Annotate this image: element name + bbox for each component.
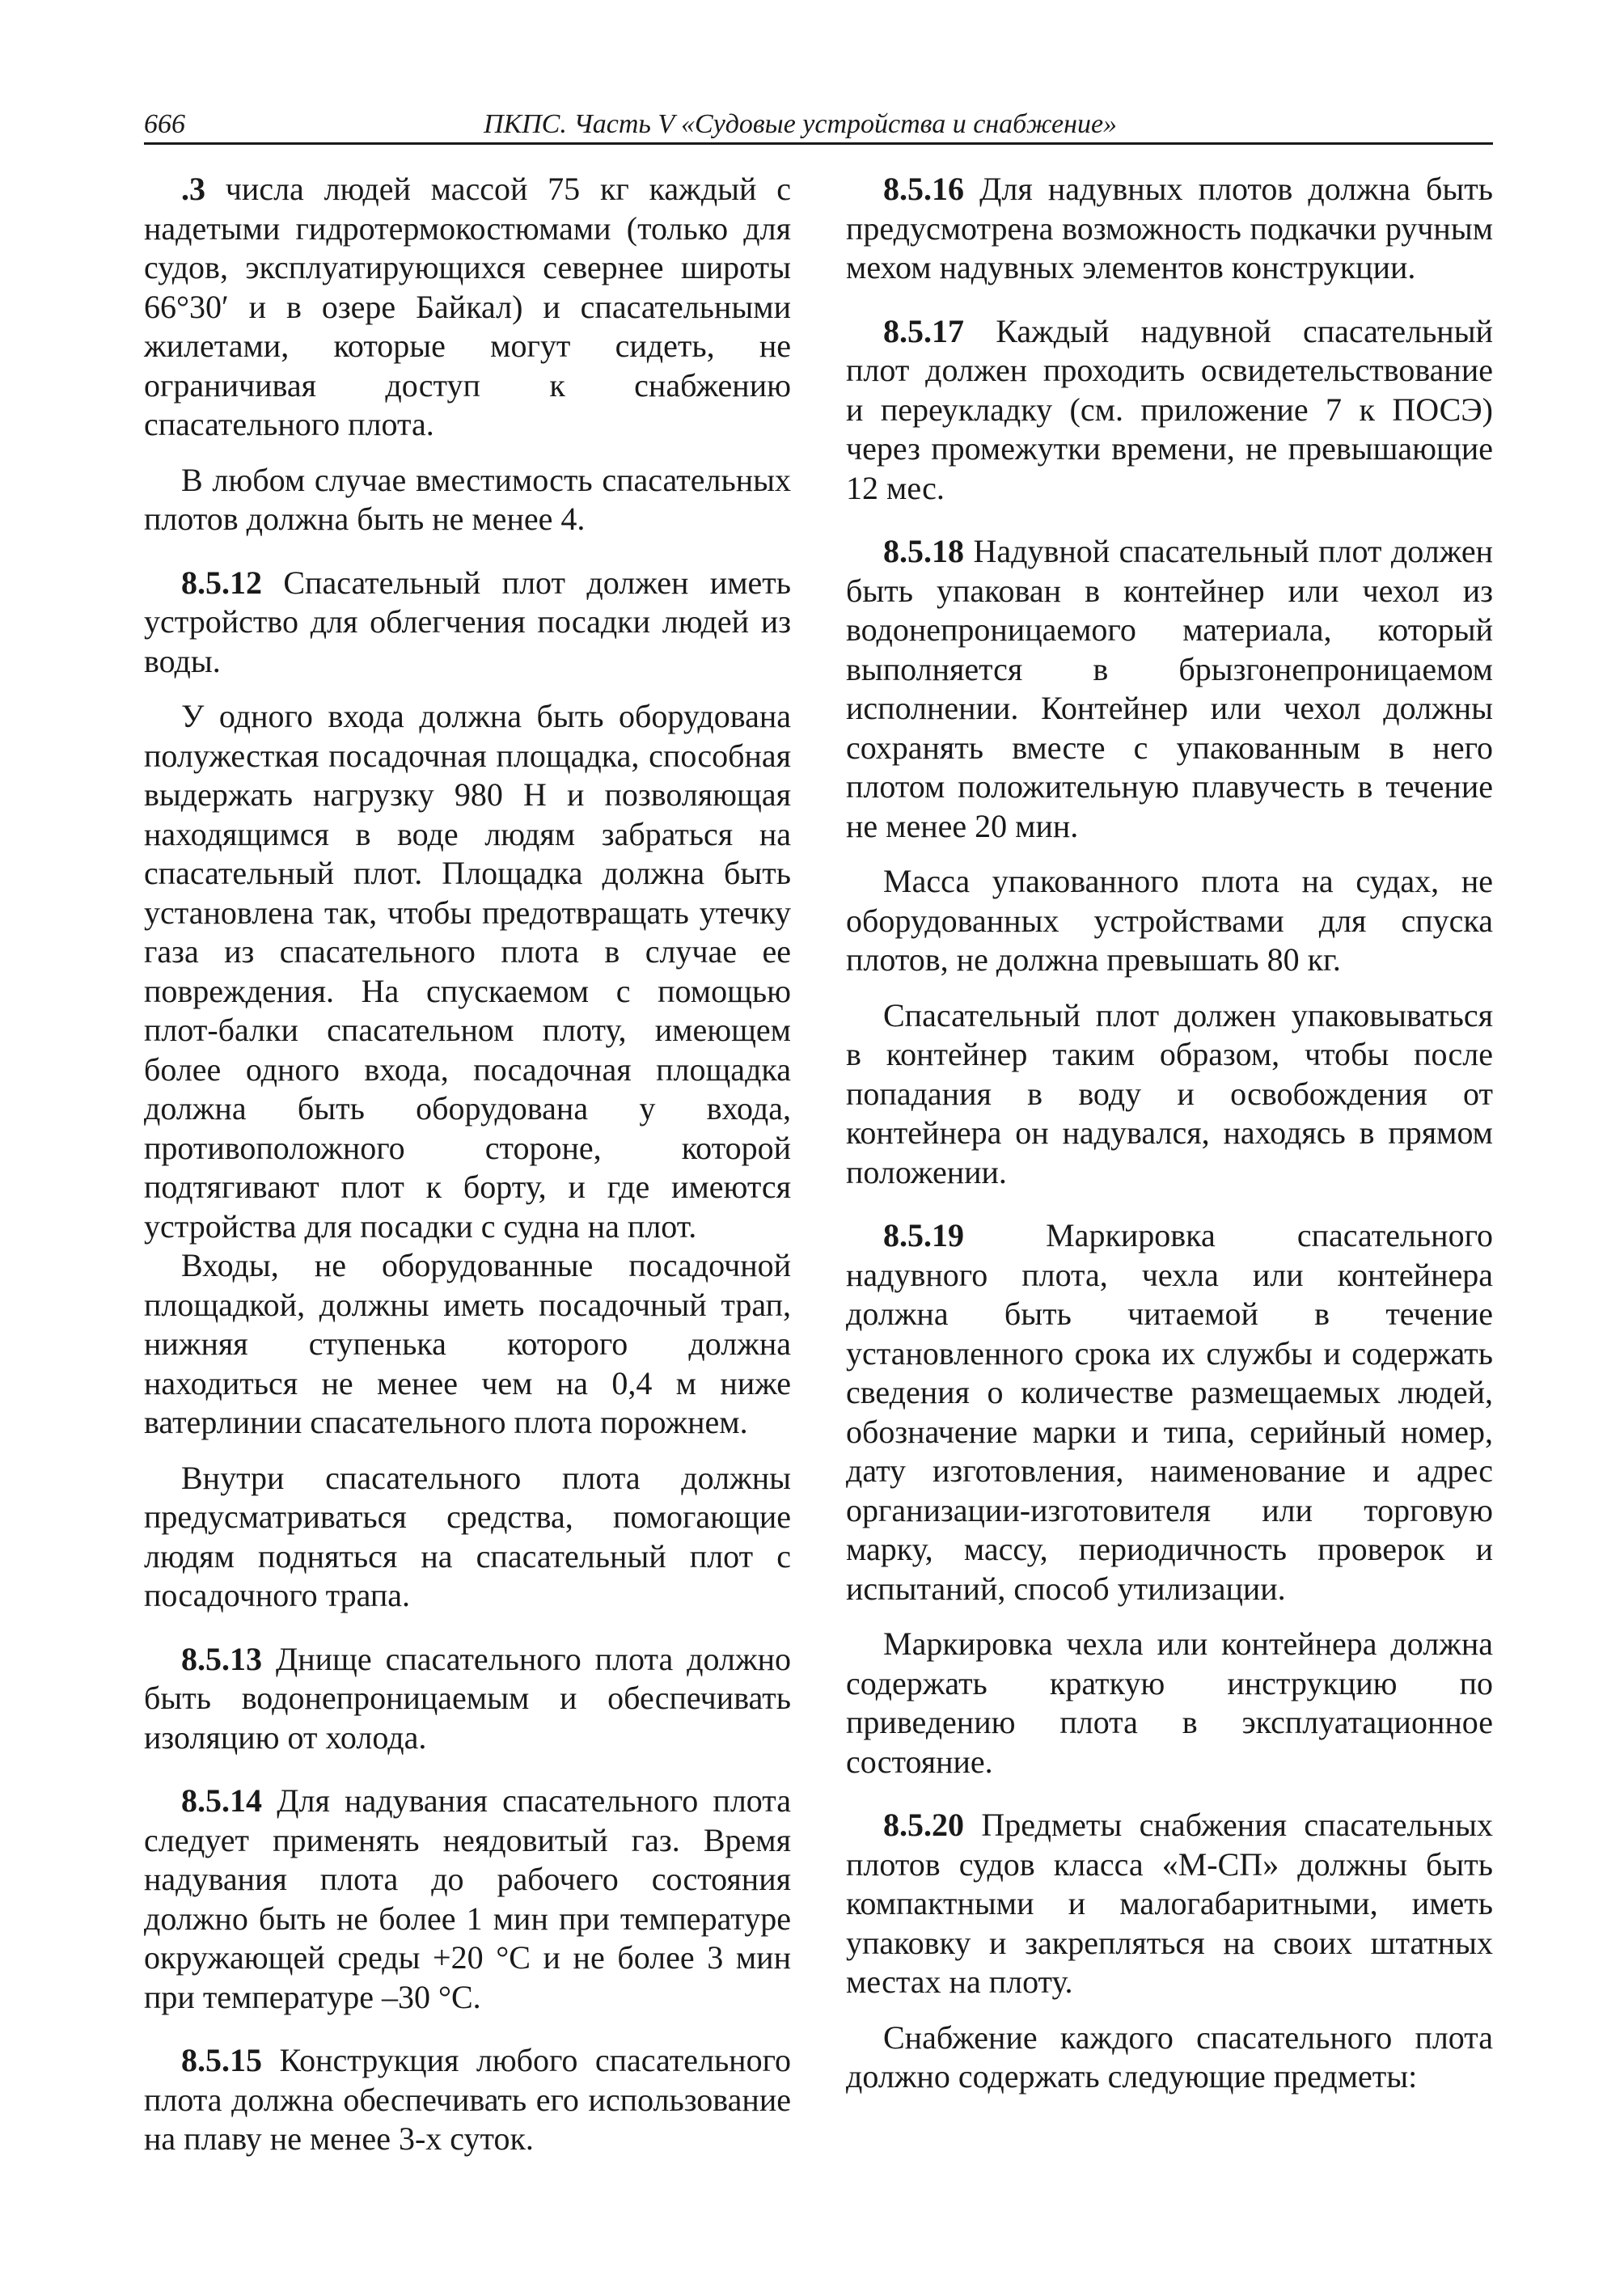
page-header — [144, 104, 1495, 146]
paragraph-inside-means: Внутри спасательного плота должны предусматриваться средства, помогающие людям подняться на спасательный плот с посадочного трапа. — [144, 1459, 791, 1613]
section-8-5-12 — [144, 564, 791, 682]
section-text: Для надувания спасательного плота следует применять неядовитый газ. Время надувания плота до рабочего состояния должно быть не более 1 мин при температуре окружающей среды +20 °С и не более 3 мин при температуре –30 °С. — [144, 1782, 791, 2015]
section-number: 8.5.17 — [883, 312, 964, 349]
paragraph-equipment-list-intro: Снабжение каждого спасательного плота должно содержать следующие предметы: — [846, 2018, 1493, 2094]
section-8-5-14 — [144, 1782, 791, 2017]
paragraph-capacity: В любом случае вместимость спасательных плотов должна быть не менее 4. — [144, 461, 791, 537]
page-number: 666 — [144, 109, 185, 139]
section-text: Маркировка спасательного надувного плота, чехла или контейнера должна быть читаемой в течение установленного срока их службы и содержать сведения о количестве размещаемых людей, обозначение марки и типа, серийный номер, дату изготовления, наименование и адрес организации-изготовителя или торговую марку, массу, периодичность проверок и испытаний, способ утилизации. — [846, 1217, 1493, 1607]
item-number: .3 — [181, 171, 205, 207]
paragraph-marking-instruction: Маркировка чехла или контейнера должна содержать краткую инструкцию по приведению плота в эксплуатационное состояние. — [846, 1625, 1493, 1780]
section-8-5-16 — [846, 170, 1493, 288]
section-number: 8.5.18 — [883, 533, 964, 569]
section-8-5-15 — [144, 2041, 791, 2159]
paragraph-boarding-platform: У одного входа должна быть оборудована полужесткая посадочная площадка, способная выдержать нагрузку 980 Н и позволяющая находящимся в воде людям забраться на спасательный плот. Площадка должна быть установлена так, чтобы предотвращать утечку газа из спасательного плота в случае ее повреждения. На спускаемом с помощью плот-балки спасательном плоту, имеющем более одного входа, посадочная площадка должна быть оборудована у входа, противоположного стороне, которой подтягивают плот к борту, и где имеются устройства для посадки с судна на плот. — [144, 698, 791, 1245]
section-text: Для надувных плотов должна быть предусмотрена возможность подкачки ручным мехом надувных элементов конструкции. — [846, 171, 1493, 285]
section-number: 8.5.12 — [181, 564, 262, 601]
running-title: ПКПС. Часть V «Судовые устройства и снабжение» — [484, 109, 1118, 139]
header-divider — [144, 142, 1493, 145]
section-text: Надувной спасательный плот должен быть упакован в контейнер или чехол из водонепроницаемого материала, который выполняется в брызгонепроницаемом исполнении. Контейнер или чехол должны сохранять вместе с упакованным в него плотом положительную плавучесть в течение не менее 20 мин. — [846, 533, 1493, 844]
section-text: Спасательный плот должен иметь устройство для облегчения посадки людей из воды. — [144, 564, 791, 679]
section-number: 8.5.19 — [883, 1217, 964, 1253]
left-column — [144, 170, 791, 2159]
section-number: 8.5.16 — [883, 171, 964, 207]
section-text: Днище спасательного плота должно быть водонепроницаемым и обеспечивать изоляцию от холода. — [144, 1640, 791, 1756]
section-text: Конструкция любого спасательного плота должна обеспечивать его использование на плаву не менее 3-х суток. — [144, 2042, 791, 2157]
section-8-5-17 — [846, 312, 1493, 509]
paragraph-boarding-ladder: Входы, не оборудованные посадочной площадкой, должны иметь посадочный трап, нижняя ступенька которого должна находиться не менее чем на 0,4 м ниже ватерлинии спасательного плота порожнем. — [144, 1247, 791, 1440]
section-8-5-18 — [846, 532, 1493, 846]
section-number: 8.5.15 — [181, 2042, 262, 2078]
section-text: Каждый надувной спасательный плот должен проходить освидетельствование и переукладку (см. приложение 7 к ПОСЭ) через промежутки времени, не превышающие 12 мес. — [846, 312, 1493, 506]
section-number: 8.5.14 — [181, 1782, 262, 1819]
section-8-5-19 — [846, 1216, 1493, 1608]
paragraph-item-3 — [144, 170, 791, 445]
section-number: 8.5.13 — [181, 1640, 262, 1677]
section-8-5-20 — [846, 1806, 1493, 2002]
right-column — [846, 170, 1493, 2097]
section-number: 8.5.20 — [883, 1807, 964, 1843]
section-text: Предметы снабжения спасательных плотов судов класса «М-СП» должны быть компактными и малогабаритными, иметь упаковку и закрепляться на своих штатных местах на плоту. — [846, 1807, 1493, 2000]
paragraph-packed-mass: Масса упакованного плота на судах, не оборудованных устройствами для спуска плотов, не должна превышать 80 кг. — [846, 863, 1493, 978]
paragraph-packing: Спасательный плот должен упаковываться в контейнер таким образом, чтобы после попадания в воду и освобождения от контейнера он надувался, находясь в прямом положении. — [846, 996, 1493, 1190]
paragraph-text: числа людей массой 75 кг каждый с надетыми гидротермокостюмами (только для судов, эксплуатирующихся севернее широты 66°30′ и в озере Байкал) и спасательными жилетами, которые могут сидеть, не ограничивая доступ к снабжению спасательного плота. — [144, 171, 791, 442]
section-8-5-13 — [144, 1640, 791, 1758]
